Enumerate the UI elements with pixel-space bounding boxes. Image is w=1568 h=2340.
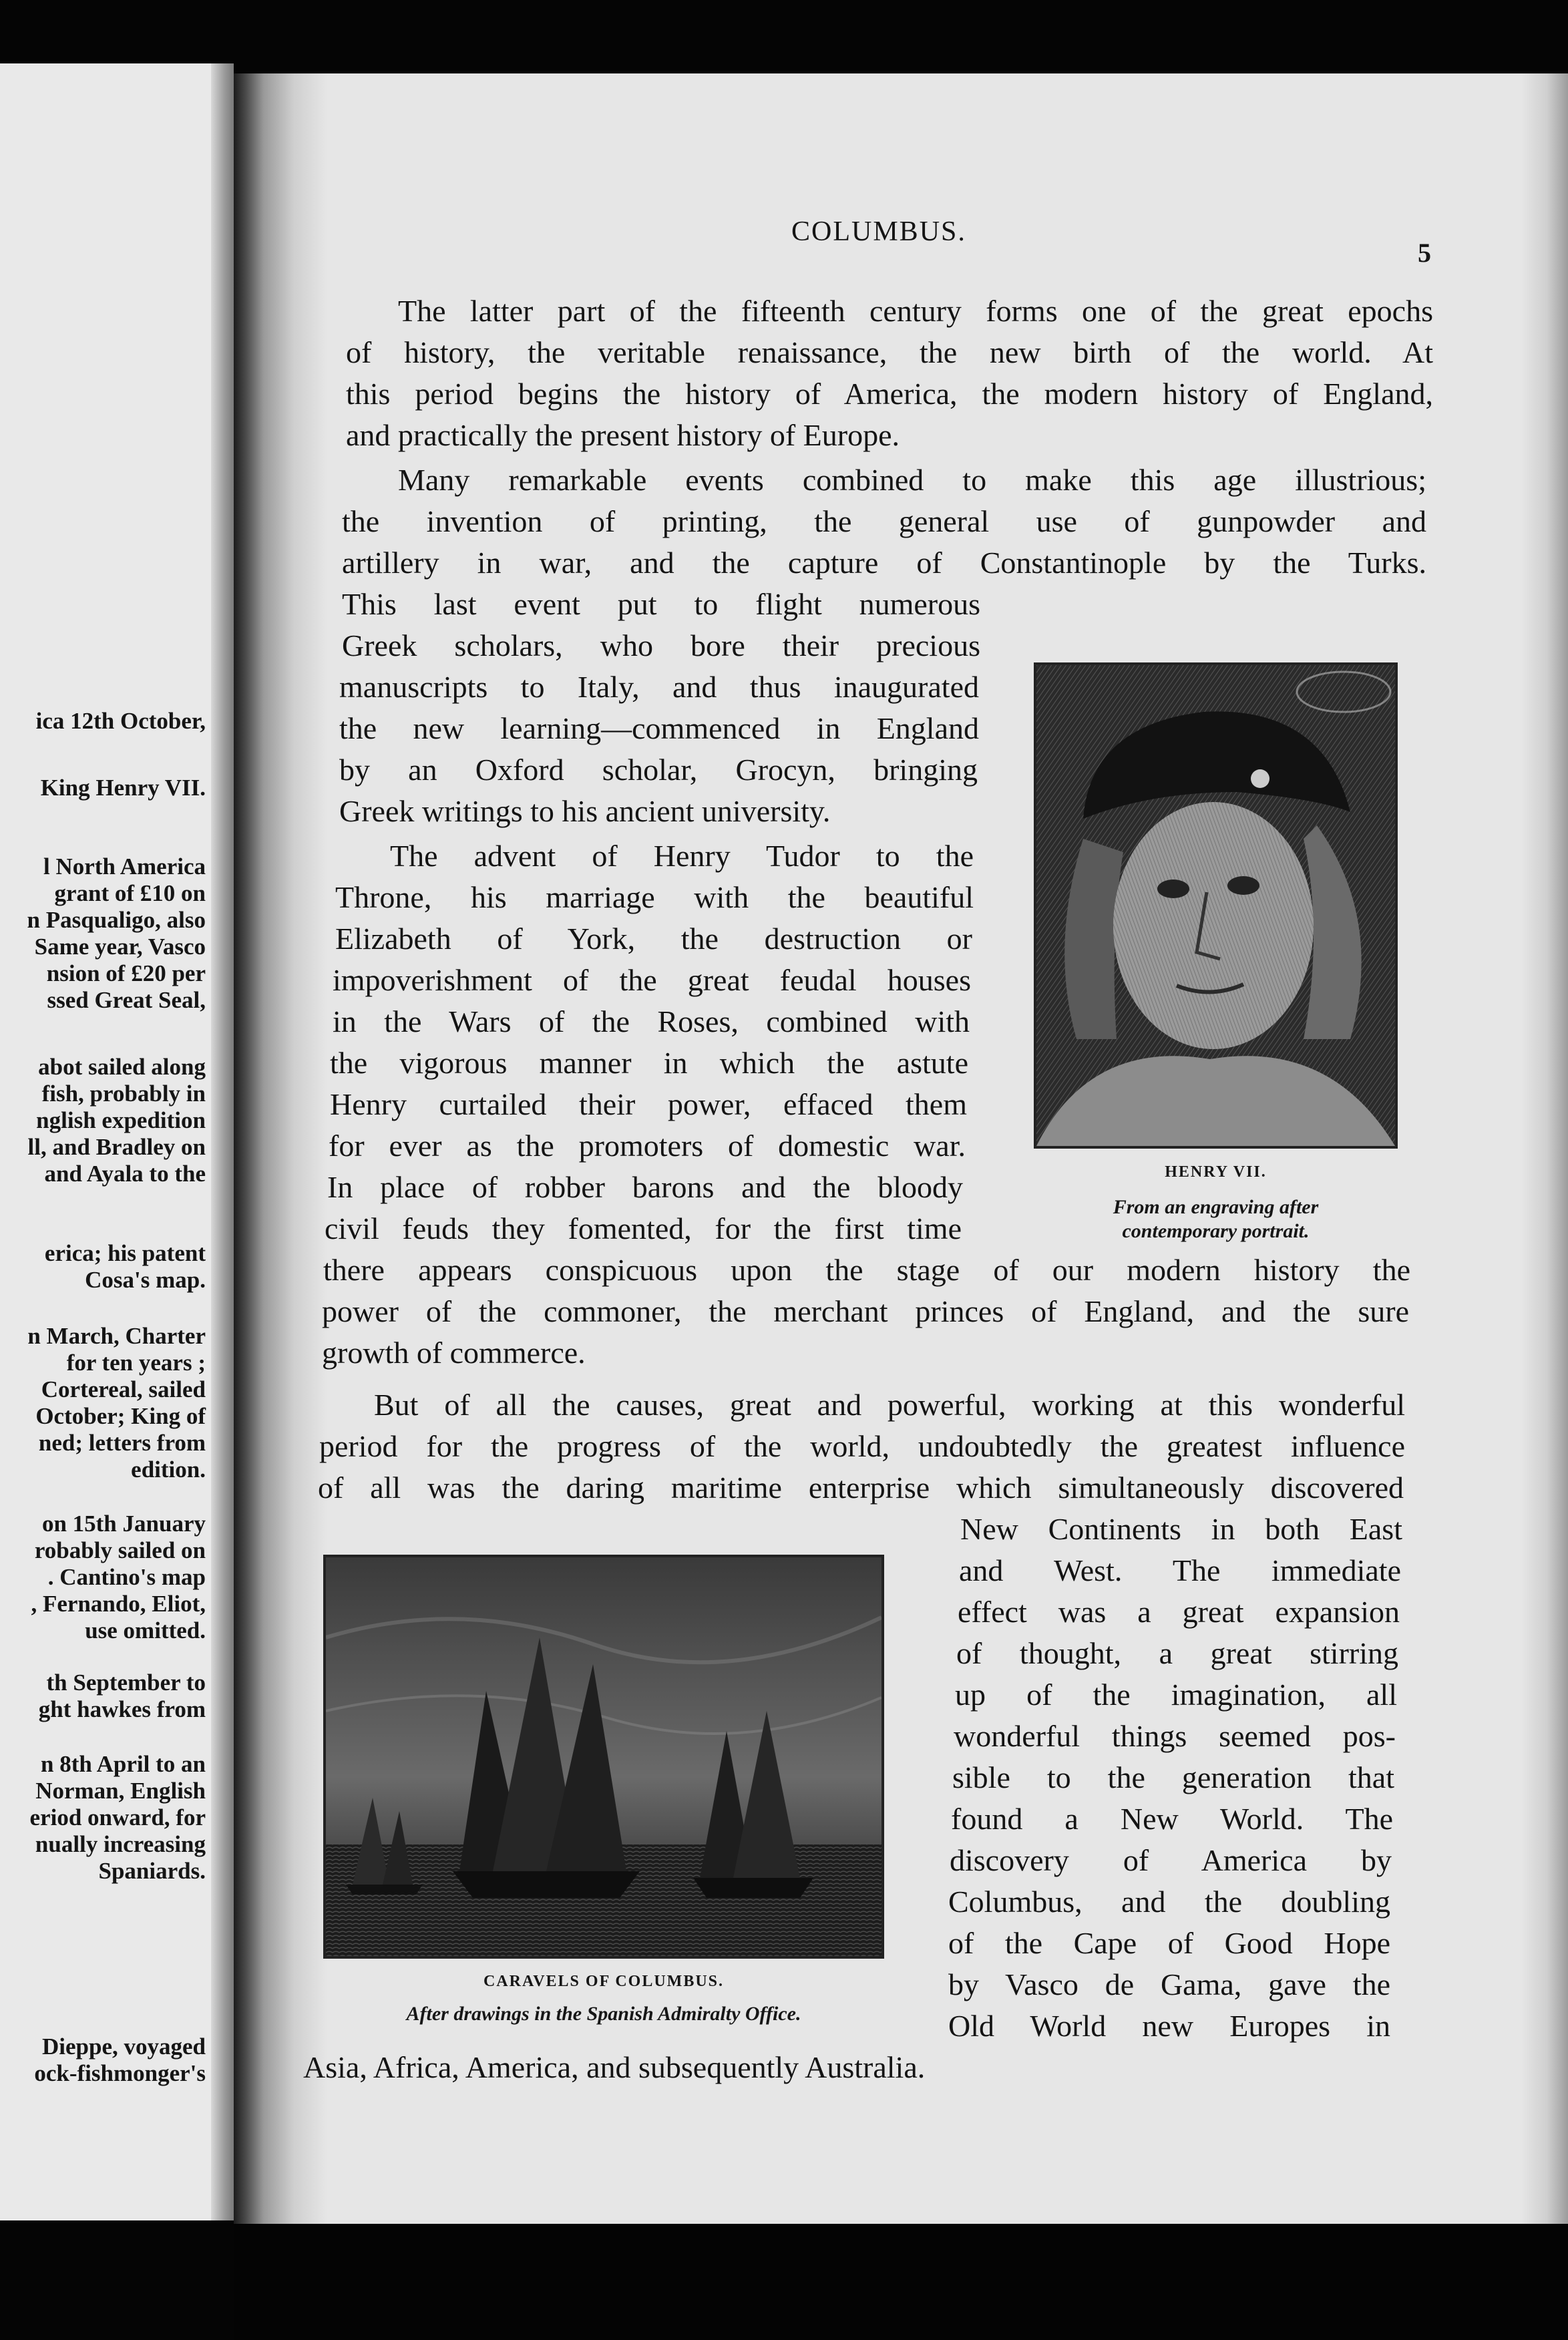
text-line: Many remarkable events combined to make this age illustrious; [398,463,1426,497]
left-page-fragment: ica 12th October, [35,708,206,734]
scan-bottom-border [234,2224,1568,2340]
text-line: The advent of Henry Tudor to the [390,839,974,873]
text-line: this period begins the history of America, the modern history of England, [346,377,1433,411]
left-page-fragment: Same year, Vasco [34,934,206,960]
left-page-fragment: ned; letters from [38,1430,206,1456]
left-page-fragment: eriod onward, for [29,1804,206,1830]
text-line: Throne, his marriage with the beautiful [335,880,974,914]
text-line: New Continents in both East [960,1512,1402,1546]
left-page-fragment: n 8th April to an [41,1751,206,1777]
text-line: sible to the generation that [952,1760,1394,1794]
text-line: Old World new Europes in [948,2009,1390,2043]
left-page-fragment: grant of £10 on [54,880,206,906]
text-line: But of all the causes, great and powerful, working at this wonderful [374,1388,1405,1422]
text-line: The latter part of the fifteenth century forms one of the great epochs [398,294,1433,328]
left-page-fragment: Norman, English [35,1778,206,1804]
text-line: In place of robber barons and the bloody [327,1170,963,1204]
text-line: and West. The immediate [959,1553,1401,1587]
left-page-fragment: Cortereal, sailed [41,1376,206,1402]
left-page-fragment: ght hawkes from [38,1696,206,1722]
left-page-fragment: edition. [131,1456,206,1483]
text-line: by Vasco de Gama, gave the [948,1967,1390,2001]
text-line: power of the commoner, the merchant princes of England, and the sure [322,1294,1409,1328]
text-line: of all was the daring maritime enterprise which simultaneously discovered [318,1471,1404,1505]
left-page-fragment: n Pasqualigo, also [27,907,206,933]
left-page-fragment: and Ayala to the [44,1161,206,1187]
text-line: Greek writings to his ancient university. [339,794,831,828]
binding-shadow [234,73,327,2237]
left-page-fragment: ssed Great Seal, [47,987,206,1013]
left-page-fragment: ock-fishmonger's [34,2060,206,2086]
text-line: effect was a great expansion [958,1595,1400,1629]
text-line: the new learning—commenced in England [339,711,979,745]
text-line: discovery of America by [950,1843,1392,1877]
page-number: 5 [1418,238,1431,268]
left-page-fragment: fish, probably in [41,1081,206,1107]
text-line: impoverishment of the great feudal houses [333,963,971,997]
text-line: Columbus, and the doubling [948,1885,1390,1919]
text-line: Greek scholars, who bore their precious [342,628,980,662]
left-page-fragment: , Fernando, Eliot, [31,1591,206,1617]
text-line: Elizabeth of York, the destruction or [335,922,972,956]
page-edge-shadow [1521,73,1568,2237]
text-line: of thought, a great stirring [956,1636,1398,1670]
text-line: of history, the veritable renaissance, the new birth of the world. At [346,335,1433,369]
text-line: period for the progress of the world, undoubtedly the greatest influence [319,1429,1405,1463]
left-page-fragment: King Henry VII. [40,775,206,801]
left-page-fragment: robably sailed on [34,1537,206,1563]
portrait-caption: contemporary portrait. [1122,1220,1310,1242]
caravels-engraving-image [323,1555,884,1959]
left-page-fragment: Cosa's map. [85,1267,206,1293]
left-page-fragment: on 15th January [41,1511,206,1537]
left-page-fragment: . Cantino's map [47,1564,206,1590]
previous-page-gutter-shadow [211,63,234,2220]
text-line: by an Oxford scholar, Grocyn, bringing [339,753,978,787]
text-line: civil feuds they fomented, for the first time [325,1211,962,1245]
text-line: in the Wars of the Roses, combined with [333,1004,970,1038]
left-page-fragment: nually increasing [35,1831,206,1857]
text-line: there appears conspicuous upon the stage of our modern history the [323,1253,1410,1287]
left-page-fragment: th September to [46,1670,206,1696]
text-line: and practically the present history of Europe. [346,418,900,452]
left-page-fragment: l North America [43,853,206,880]
left-page-fragment: for ten years ; [66,1350,206,1376]
caravels-title: CARAVELS OF COLUMBUS. [483,1973,725,1990]
text-line: the vigorous manner in which the astute [330,1046,968,1080]
left-page-fragment: nglish expedition [36,1107,206,1133]
portrait-caption: From an engraving after [1113,1196,1319,1218]
text-line: wonderful things seemed pos- [954,1719,1396,1753]
left-page-fragment: nsion of £20 per [46,960,206,986]
left-page-fragment: Spaniards. [98,1858,206,1884]
left-page-fragment: October; King of [35,1403,206,1429]
text-line: artillery in war, and the capture of Constantinople by the Turks. [342,546,1426,580]
left-page-fragment: ll, and Bradley on [27,1134,206,1160]
text-line: the invention of printing, the general use of gunpowder and [342,504,1426,538]
caravels-caption: After drawings in the Spanish Admiralty Office. [406,2003,801,2025]
left-page-fragment: erica; his patent [44,1240,206,1266]
text-line: This last event put to flight numerous [342,587,980,621]
left-page-fragment: use omitted. [85,1617,206,1643]
text-line: Henry curtailed their power, effaced them [330,1087,967,1121]
text-line: manuscripts to Italy, and thus inaugurated [339,670,979,704]
running-head: COLUMBUS. [791,216,966,247]
left-page-fragment: n March, Charter [27,1323,206,1349]
portrait-title: HENRY VII. [1165,1163,1267,1181]
left-page-fragment: abot sailed along [38,1054,206,1080]
text-line: found a New World. The [951,1802,1393,1836]
henry-vii-portrait-image [1034,662,1398,1149]
text-line: growth of commerce. [322,1336,586,1370]
text-line: up of the imagination, all [955,1678,1397,1712]
previous-page-margin [0,63,234,2220]
left-page-fragment: Dieppe, voyaged [42,2033,206,2060]
text-line: of the Cape of Good Hope [948,1926,1390,1960]
text-line: for ever as the promoters of domestic war. [329,1129,966,1163]
text-line: Asia, Africa, America, and subsequently Australia. [303,2050,926,2084]
